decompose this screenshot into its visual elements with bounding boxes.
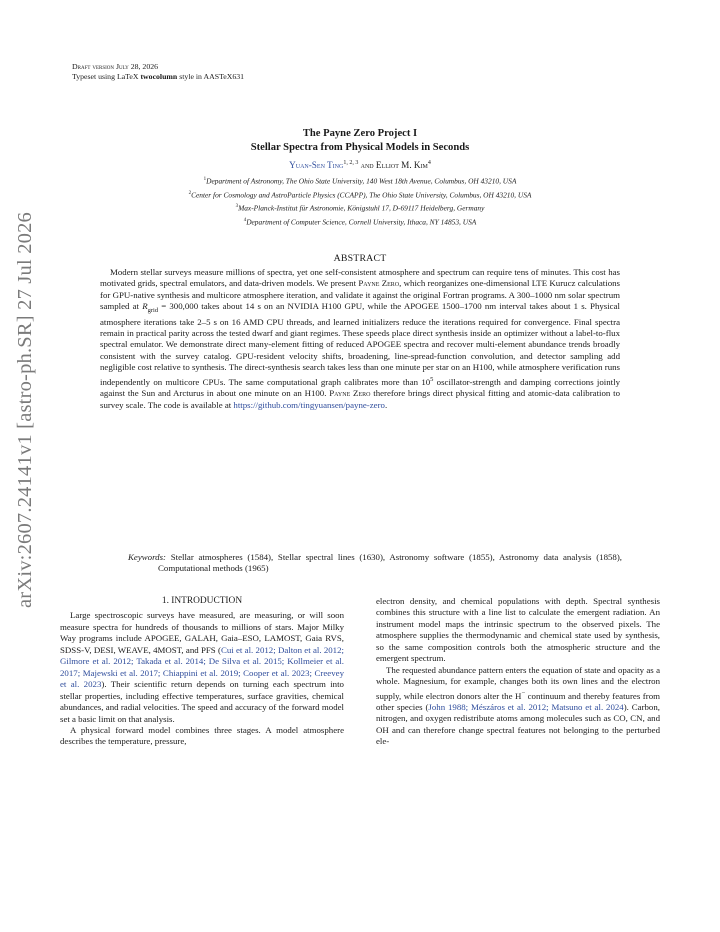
typeset-line	[72, 72, 244, 82]
paragraph-text: ). Carbon, nitrogen, and oxygen redistribute atoms among molecules such as CO, CN, and OH and can therefore change spectral features not belonging to the perturbed ele-	[376, 702, 660, 747]
affiliation-text: Max-Planck-Institut für Astronomie, Königstuhl 17, D-69117 Heidelberg, Germany	[238, 203, 485, 213]
section-heading-introduction: 1. INTRODUCTION	[161, 596, 243, 606]
author-name-1[interactable]: Yuan-Sen Ting	[289, 160, 344, 171]
right-column	[376, 596, 660, 748]
title-line-1: The Payne Zero Project I	[302, 128, 418, 139]
h-minus-superscript: −	[521, 689, 526, 697]
keywords-section	[128, 552, 622, 575]
author-2-affil-numbers: 4	[427, 160, 431, 166]
paragraph-text: continuum and thereby features from other species (	[376, 690, 660, 713]
citation-links[interactable]: John 1988; Mészáros et al. 2012; Matsuno et al. 2024	[428, 702, 624, 713]
affiliation-text: Center for Cosmology and AstroParticle Physics (CCAPP), The Ohio State University, Columbus, OH 43210, USA	[191, 190, 532, 200]
affiliation-text: Department of Computer Science, Cornell University, Ithaca, NY 14853, USA	[246, 217, 477, 227]
left-column	[60, 596, 344, 748]
author-1-affil-numbers: 1, 2, 3	[343, 160, 359, 166]
abstract-part: = 300,000 takes about 14 s on an NVIDIA H100 GPU, while the APOGEE 1500–1700 nm interval takes about 1 s. Physical atmosphere iterations take 2–5 s on 16 AMD CPU threads, and learned initializers reduce the iterations required for convergence. Final spectra remain in practical parity across the tested dwarf and giant regimes. These speeds place direct synthesis inside an optimizer without a label-to-flux spectral emulator. We demonstrate direct many-element fitting of reduced APOGEE spectra and recover multi-element abundance trends broadly consistent with the survey catalog. GPU-resident velocity shifts, broadening, line-spread-function convolution, and detector sampling add negligible cost relative to synthesis. The direct-synthesis search takes less than one minute per star on an H100, while atmosphere verification runs independently on multicore CPUs. The same computational graph calibrates more than 10	[100, 301, 620, 387]
title-line-2: Stellar Spectra from Physical Models in Seconds	[250, 142, 470, 153]
abstract-part: Modern stellar surveys measure millions of spectra, yet one self-consistent atmosphere and spectrum can require tens of minutes. This cost has motivated grids, spectral emulators, and data-driven models. We present	[100, 267, 620, 289]
abstract-part: , which reorganizes one-dimensional LTE Kurucz calculations for GPU-native synthesis and multicore atmosphere iteration, and validate it against the original Fortran programs. A 300–1000 nm solar spectrum sampled at	[100, 278, 620, 312]
title-block	[90, 127, 630, 229]
citation-links[interactable]: Cui et al. 2012; Dalton et al. 2012; Gilmore et al. 2012; Takada et al. 2014; De Silva et al. 2015; Kollmeier et al. 2017; Majewski et al. 2017; Chiappini et al. 2019; Cooper et al. 2023; Creevey et al. 2023	[60, 644, 344, 690]
code-repository-link[interactable]: https://github.com/tingyuansen/payne-zero	[233, 399, 385, 410]
abstract-text	[100, 267, 620, 411]
typeset-style: twocolumn	[140, 72, 178, 81]
typeset-suffix: style in AASTeX631	[177, 72, 245, 81]
latex-logo: LaTeX	[116, 72, 139, 81]
author-name-2: Elliot M. Kim	[375, 160, 428, 171]
author-conjunction: and	[358, 160, 376, 171]
intro-paragraph-2: A physical forward model combines three stages. A model atmosphere describes the temperature, pressure,	[60, 724, 344, 747]
abstract-part: .	[384, 399, 388, 410]
paragraph-text: Large spectroscopic surveys have measured, are measuring, or will soon measure spectra for hundreds of thousands to millions of stars. Major Milky Way programs include APOGEE, GALAH, Gaia–ESO, LAMOST, Gaia RVS, SDSS-V, DESI, WEAVE, 4MOST, and PFS (	[60, 610, 344, 655]
affiliation-1	[90, 174, 630, 188]
abstract-heading: ABSTRACT	[333, 253, 387, 264]
paper-title	[90, 127, 630, 155]
affiliation-number: 2	[188, 190, 192, 196]
affiliations	[90, 174, 630, 229]
code-name: Payne Zero	[358, 278, 400, 289]
header-notes	[72, 62, 244, 82]
affiliation-3	[90, 201, 630, 215]
affiliation-number: 1	[203, 177, 207, 183]
author-list	[90, 160, 630, 170]
intro-paragraph-2-continued: electron density, and chemical populations with depth. Spectral synthesis combines this structure with a line list to calculate the emergent radiation. An instrument model maps the intrinsic spectrum to the observed pixels. The atmosphere supplies the thermodynamic and chemical state used by synthesis, so the same composition controls both the atmospheric structure and the emergent spectrum.	[376, 596, 660, 664]
affiliation-number: 3	[235, 204, 239, 210]
abstract-section	[100, 253, 620, 411]
paragraph-text: ). Their scientific return depends on turning each spectrum into stellar properties, including effective temperatures, surface gravities, chemical abundances, and radial velocities. The speed and accuracy of the forward model set a basic limit on that analysis.	[60, 679, 344, 724]
affiliation-text: Department of Astronomy, The Ohio State University, 140 West 18th Avenue, Columbus, OH 43210, USA	[206, 176, 517, 186]
abstract-part: therefore brings direct physical fitting and atomic-data calibration to survey scale. The code is available at	[100, 388, 620, 410]
typeset-prefix: Typeset using	[72, 72, 117, 81]
exponent: 5	[430, 375, 434, 383]
abstract-part: oscillator-strength and damping corrections jointly against the Sun and Arcturus in about one minute on an H100.	[100, 376, 620, 399]
arxiv-identifier-stamp: arXiv:2607.24141v1 [astro-ph.SR] 27 Jul 2026	[14, 212, 36, 608]
resolution-subscript: grid	[147, 307, 159, 315]
affiliation-2	[90, 188, 630, 202]
code-name: Payne Zero	[329, 388, 371, 399]
affiliation-4	[90, 215, 630, 229]
keywords-list: Stellar atmospheres (1584), Stellar spectral lines (1630), Astronomy software (1855), Astronomy data analysis (1858), Computational methods (1965)	[158, 552, 622, 574]
intro-paragraph-3	[376, 665, 660, 748]
resolution-symbol: R	[142, 301, 148, 312]
intro-paragraph-1	[60, 610, 344, 725]
keywords-label: Keywords:	[128, 552, 166, 562]
paragraph-text: The requested abundance pattern enters the equation of state and opacity as a whole. Magnesium, for example, changes both its own lines and the electron supply, while electron donors alter the H	[376, 664, 660, 701]
draft-version-line: Draft version July 28, 2026	[72, 62, 159, 71]
affiliation-number: 4	[243, 218, 247, 224]
keywords-text	[128, 552, 622, 575]
